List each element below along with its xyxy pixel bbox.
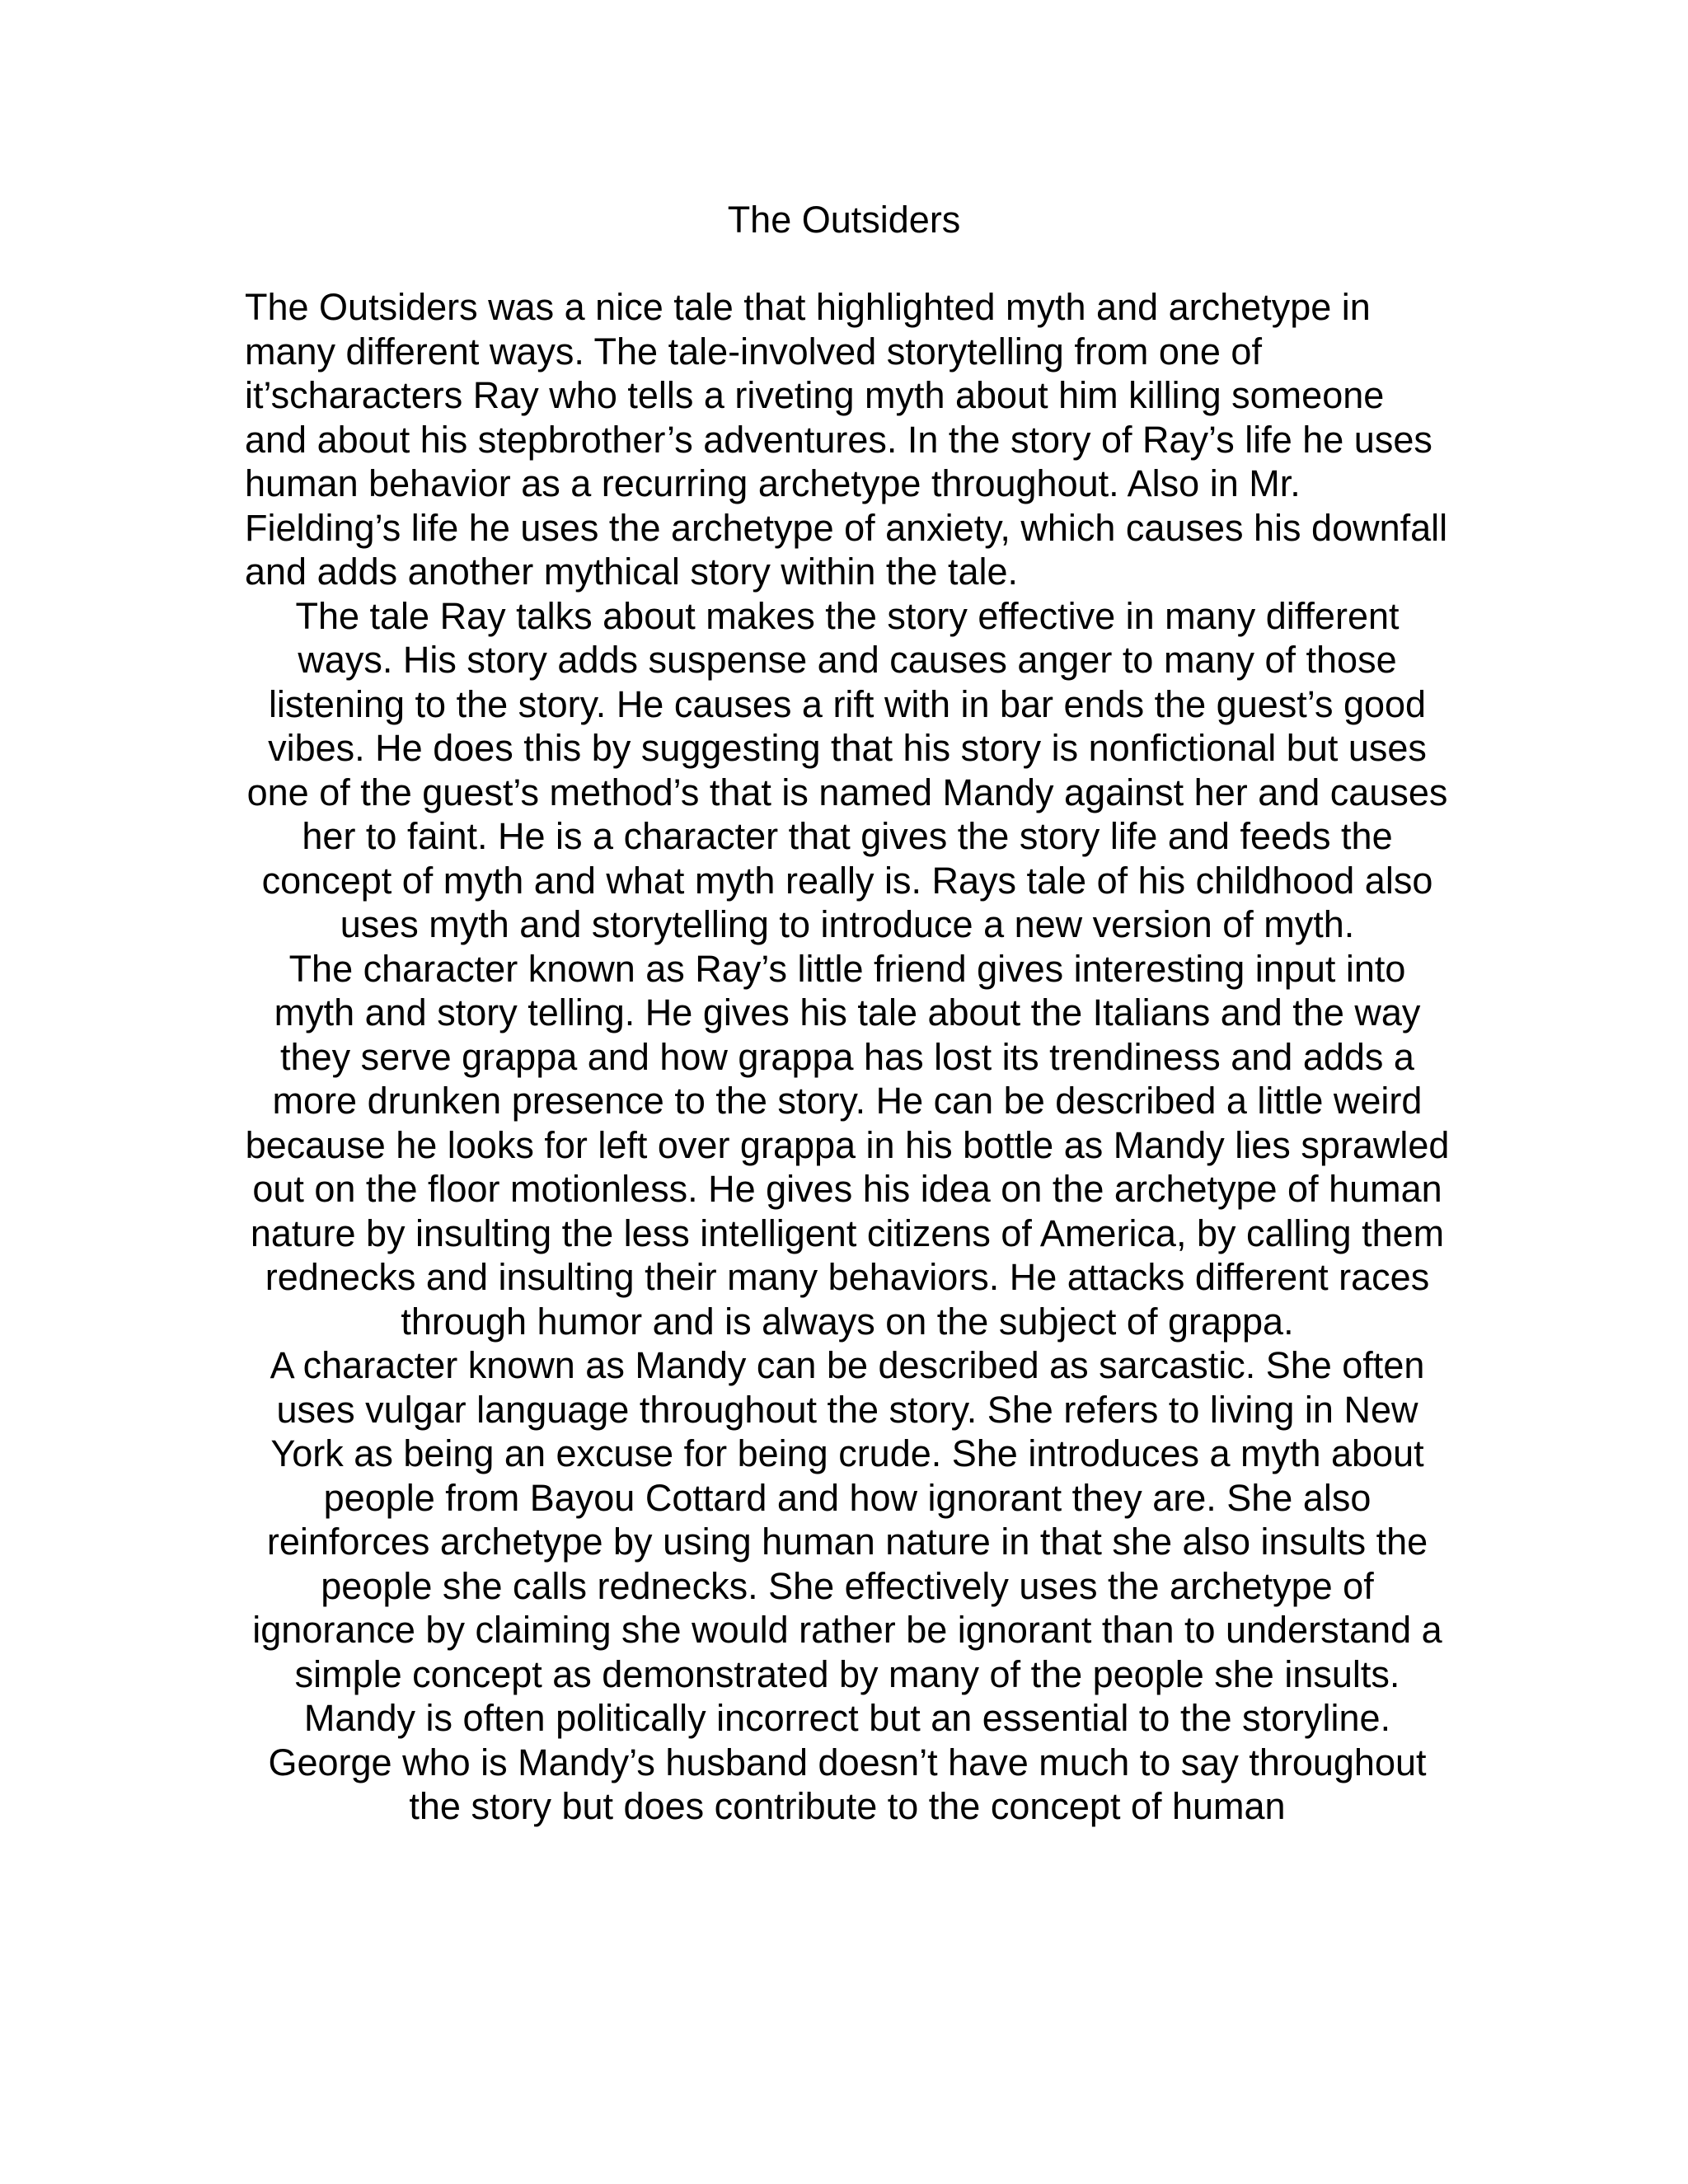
document-title: The Outsiders	[727, 199, 961, 241]
paragraph-mandy: A character known as Mandy can be described as sarcastic. She often uses vulgar language throughout the story. She refers to living in New York as being an excuse for being crude. She introduces a myth about people from Bayou Cottard and how ignorant they are. She also reinforces archetype by using human nature in that she also insults the people she calls rednecks. She effectively uses the archetype of ignorance by claiming she would rather be ignorant than to understand a simple concept as demonstrated by many of the people she insults. Mandy is often politically incorrect but an essential to the storyline.	[252, 1344, 1442, 1739]
document-body	[245, 285, 1450, 1829]
paragraph-intro: The Outsiders was a nice tale that highlighted myth and archetype in many different ways. The tale-involved storytelling from one of it’scharacters Ray who tells a riveting myth about him killing someone and about his stepbrother’s adventures. In the story of Ray’s life he uses human behavior as a recurring archetype throughout. Also in Mr. Fielding’s life he uses the archetype of anxiety, which causes his downfall and adds another mythical story within the tale.	[245, 286, 1448, 593]
paragraph-ray-tale: The tale Ray talks about makes the story effective in many different ways. His story adds suspense and causes anger to many of those listening to the story. He causes a rift with in bar ends the guest’s good vibes. He does this by suggesting that his story is nonfictional but uses one of the guest’s method’s that is named Mandy against her and causes her to faint. He is a character that gives the story life and feeds the concept of myth and what myth really is. Rays tale of his childhood also uses myth and storytelling to introduce a new version of myth.	[246, 594, 1448, 945]
paragraph-ray-friend: The character known as Ray’s little friend gives interesting input into myth and story telling. He gives his tale about the Italians and the way they serve grappa and how grappa has lost its trendiness and adds a more drunken presence to the story. He can be described a little weird because he looks for left over grappa in his bottle as Mandy lies sprawled out on the floor motionless. He gives his idea on the archetype of human nature by insulting the less intelligent citizens of America, by calling them rednecks and insulting their many behaviors. He attacks different races through humor and is always on the subject of grappa.	[245, 947, 1450, 1343]
paragraph-george: George who is Mandy’s husband doesn’t have much to say throughout the story but does contribute to the concept of human	[268, 1741, 1427, 1827]
